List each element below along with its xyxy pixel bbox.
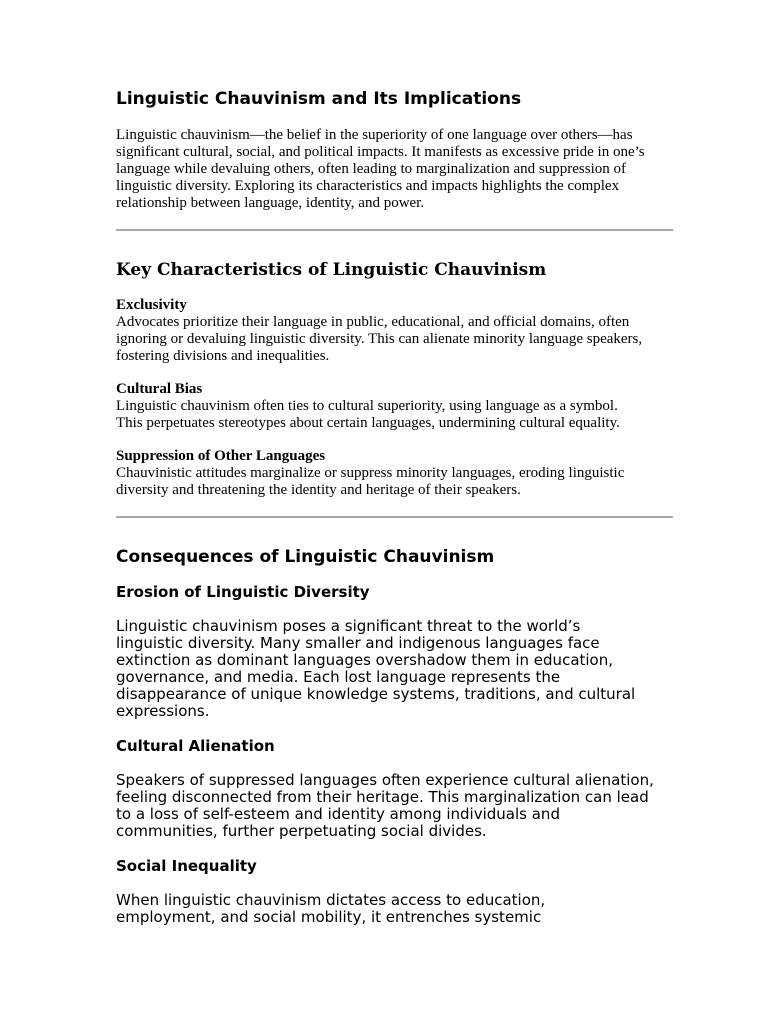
- consequence-text-erosion: Linguistic chauvinism poses a significant threat to the world’s linguistic diversity. Many smaller and indigenous languages face extinction as dominant languages overshadow them in education, governance, and media. Each lost language represents the disappearance of unique knowledge systems, traditions, and cultural expressions.: [116, 617, 636, 720]
- characteristic-label: Cultural Bias: [116, 381, 203, 397]
- document-title: Linguistic Chauvinism and Its Implications: [116, 89, 522, 109]
- consequence-text-inequality: When linguistic chauvinism dictates access to education, employment, and social mobility, it entrenches systemic: [116, 891, 546, 926]
- characteristics-title: Key Characteristics of Linguistic Chauvinism: [116, 260, 547, 280]
- characteristic-text: Chauvinistic attitudes marginalize or suppress minority languages, eroding linguistic diversity and threatening the identity and heritage of their speakers.: [116, 465, 625, 498]
- intro-paragraph: Linguistic chauvinism—the belief in the superiority of one language over others—has significant cultural, social, and political impacts. It manifests as excessive pride in one’s language while devaluing others, often leading to marginalization and suppression of linguistic diversity. Exploring its characteristics and impacts highlights the complex relationship between language, identity, and power.: [116, 127, 645, 211]
- characteristic-label: Exclusivity: [116, 297, 187, 313]
- consequence-text-alienation: Speakers of suppressed languages often experience cultural alienation, feeling disconnected from their heritage. This marginalization can lead to a loss of self-esteem and identity among individuals and communities, further perpetuating social divides.: [116, 771, 654, 840]
- characteristic-item-cultural-bias: [116, 381, 646, 432]
- consequence-heading-erosion: Erosion of Linguistic Diversity: [116, 583, 370, 601]
- document-page: [116, 86, 674, 926]
- consequence-heading-inequality: Social Inequality: [116, 857, 257, 875]
- consequences-title: Consequences of Linguistic Chauvinism: [116, 547, 495, 567]
- consequence-heading-alienation: Cultural Alienation: [116, 737, 275, 755]
- characteristic-item-suppression: [116, 448, 646, 499]
- characteristic-label: Suppression of Other Languages: [116, 448, 326, 464]
- characteristic-item-exclusivity: [116, 297, 651, 365]
- characteristic-text: Linguistic chauvinism often ties to cultural superiority, using language as a symbol. This perpetuates stereotypes about certain languages, undermining cultural equality.: [116, 398, 620, 431]
- characteristic-text: Advocates prioritize their language in public, educational, and official domains, often ignoring or devaluing linguistic diversity. This can alienate minority language speakers, fostering divisions and inequalities.: [116, 314, 643, 364]
- section-divider-1: [116, 229, 673, 231]
- section-divider-2: [116, 516, 673, 518]
